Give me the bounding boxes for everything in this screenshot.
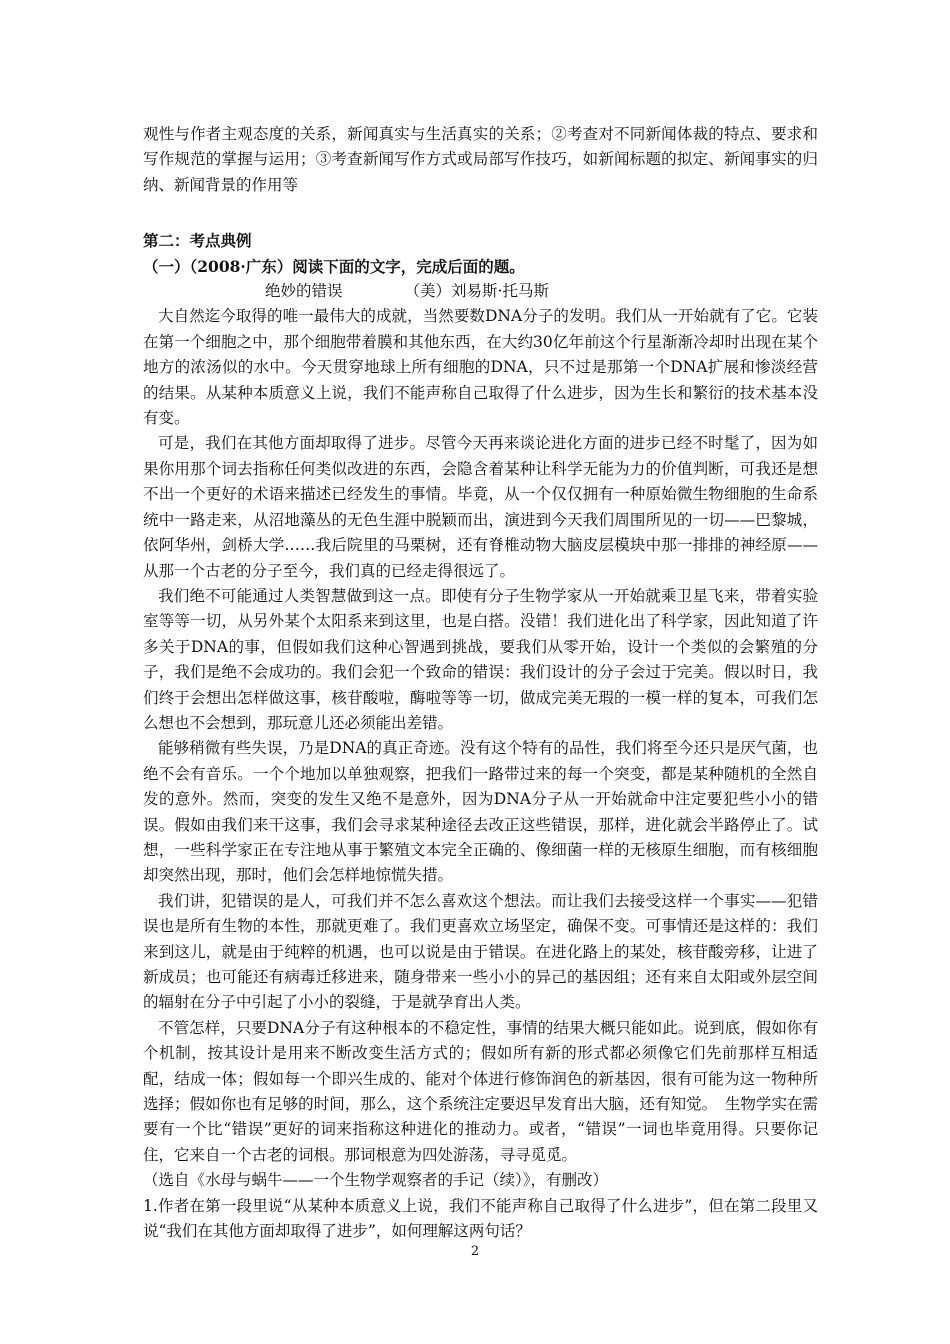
page-number: 2 [470, 1244, 480, 1259]
article-title: 绝妙的错误 [265, 282, 343, 301]
article-title-line [143, 279, 818, 304]
article-paragraph: 大自然迄今取得的唯一最伟大的成就，当然要数DNA分子的发明。我们从一开始就有了它。它装在第一个细胞之中，那个细胞带着膜和其他东西，在大约30亿年前这个行星渐渐冷却时出现在某个地方的浓汤似的水中。今天贯穿地球上所有细胞的DNA，只不过是那第一个DNA扩展和惨淡经营的结果。从某种本质意义上说，我们不能声称自己取得了什么进步，因为生长和繁衍的技术基本没有变。 [143, 307, 818, 428]
question-1: 1.作者在第一段里说“从某种本质意义上说，我们不能声称自己取得了什么进步”，但在第二段里又说“我们在其他方面却取得了进步”，如何理解这两句话？ [143, 1196, 818, 1241]
section-heading: 第二：考点典例 [143, 231, 252, 251]
intro-paragraph: 观性与作者主观态度的关系，新闻真实与生活真实的关系；②考查对不同新闻体裁的特点、要求和写作规范的掌握与运用；③考查新闻写作方式或局部写作技巧，如新闻标题的拟定、新闻事实的归纳、新闻背景的作用等 [143, 125, 818, 194]
article-author: （美）刘易斯·托马斯 [404, 282, 549, 301]
article-source: （选自《水母与蜗牛——一个生物学观察者的手记（续）》，有删改） [143, 1171, 609, 1190]
article-paragraph: 不管怎样，只要DNA分子有这种根本的不稳定性，事情的结果大概只能如此。说到底，假如你有个机制，按其设计是用来不断改变生活方式的；假如所有新的形式都必须像它们先前那样互相适配，结成一体；假如每一个即兴生成的、能对个体进行修饰润色的新基因，很有可能为这一物种所选择；假如你也有足够的时间，那么，这个系统注定要迟早发育出大脑，还有知觉。 生物学实在需要有一个比“错误”更好的词来指称这种进化的推动力。或者，“错误”一词也毕竟用得。只要你记住，它来自一个古老的词根。那词根意为四处游荡，寻寻觅觅。 [143, 1018, 818, 1164]
article-paragraph: 可是，我们在其他方面却取得了进步。尽管今天再来谈论进化方面的进步已经不时髦了，因为如果你用那个词去指称任何类似改进的东西，会隐含着某种让科学无能为力的价值判断，可我还是想不出一个更好的术语来描述已经发生的事情。毕竟，从一个仅仅拥有一种原始微生物细胞的生命系统中一路走来，从沼地藻丛的无色生涯中脱颖而出，演进到今天我们周围所见的一切——巴黎城，依阿华州，剑桥大学……我后院里的马栗树，还有脊椎动物大脑皮层模块中那一排排的神经原——从那一个古老的分子至今，我们真的已经走得很远了。 [143, 434, 818, 580]
article-paragraph: 能够稍微有些失误，乃是DNA的真正奇迹。没有这个特有的品性，我们将至今还只是厌气菌，也绝不会有音乐。一个个地加以单独观察，把我们一路带过来的每一个突变，都是某种随机的全然自发的意外。然而，突变的发生又绝不是意外，因为DNA分子从一开始就命中注定要犯些小小的错误。假如由我们来干这事，我们会寻求某种途径去改正这些错误，那样，进化就会半路停止了。试想，一些科学家正在专注地从事于繁殖文本完全正确的、像细菌一样的无核原生细胞，而有核细胞却突然出现，那时，他们会怎样地惊慌失措。 [143, 739, 818, 885]
task-heading: （一）（2008·广东）阅读下面的文字，完成后面的题。 [143, 256, 525, 276]
page-content [143, 122, 818, 1244]
article-paragraph: 我们讲，犯错误的是人，可我们并不怎么喜欢这个想法。而让我们去接受这样一个事实——犯错误也是所有生物的本性，那就更难了。我们更喜欢立场坚定，确保不变。可事情还是这样的：我们来到这儿，就是由于纯粹的机遇，也可以说是由于错误。在进化路上的某处，核苷酸旁移，让进了新成员；也可能还有病毒迁移进来，随身带来一些小小的异己的基因组；还有来自太阳或外层空间的辐射在分子中引起了小小的裂缝，于是就孕育出人类。 [143, 891, 818, 1012]
article-paragraph: 我们绝不可能通过人类智慧做到这一点。即使有分子生物学家从一开始就乘卫星飞来，带着实验室等等一切，从另外某个太阳系来到这里，也是白搭。没错！我们进化出了科学家，因此知道了许多关于DNA的事，但假如我们这种心智遇到挑战，要我们从零开始，设计一个类似的会繁殖的分子，我们是绝不会成功的。我们会犯一个致命的错误：我们设计的分子会过于完美。假以时日，我们终于会想出怎样做这事，核苷酸啦，酶啦等等一切，做成完美无瑕的一模一样的复本，可我们怎么想也不会想到，那玩意儿还必须能出差错。 [143, 586, 818, 732]
